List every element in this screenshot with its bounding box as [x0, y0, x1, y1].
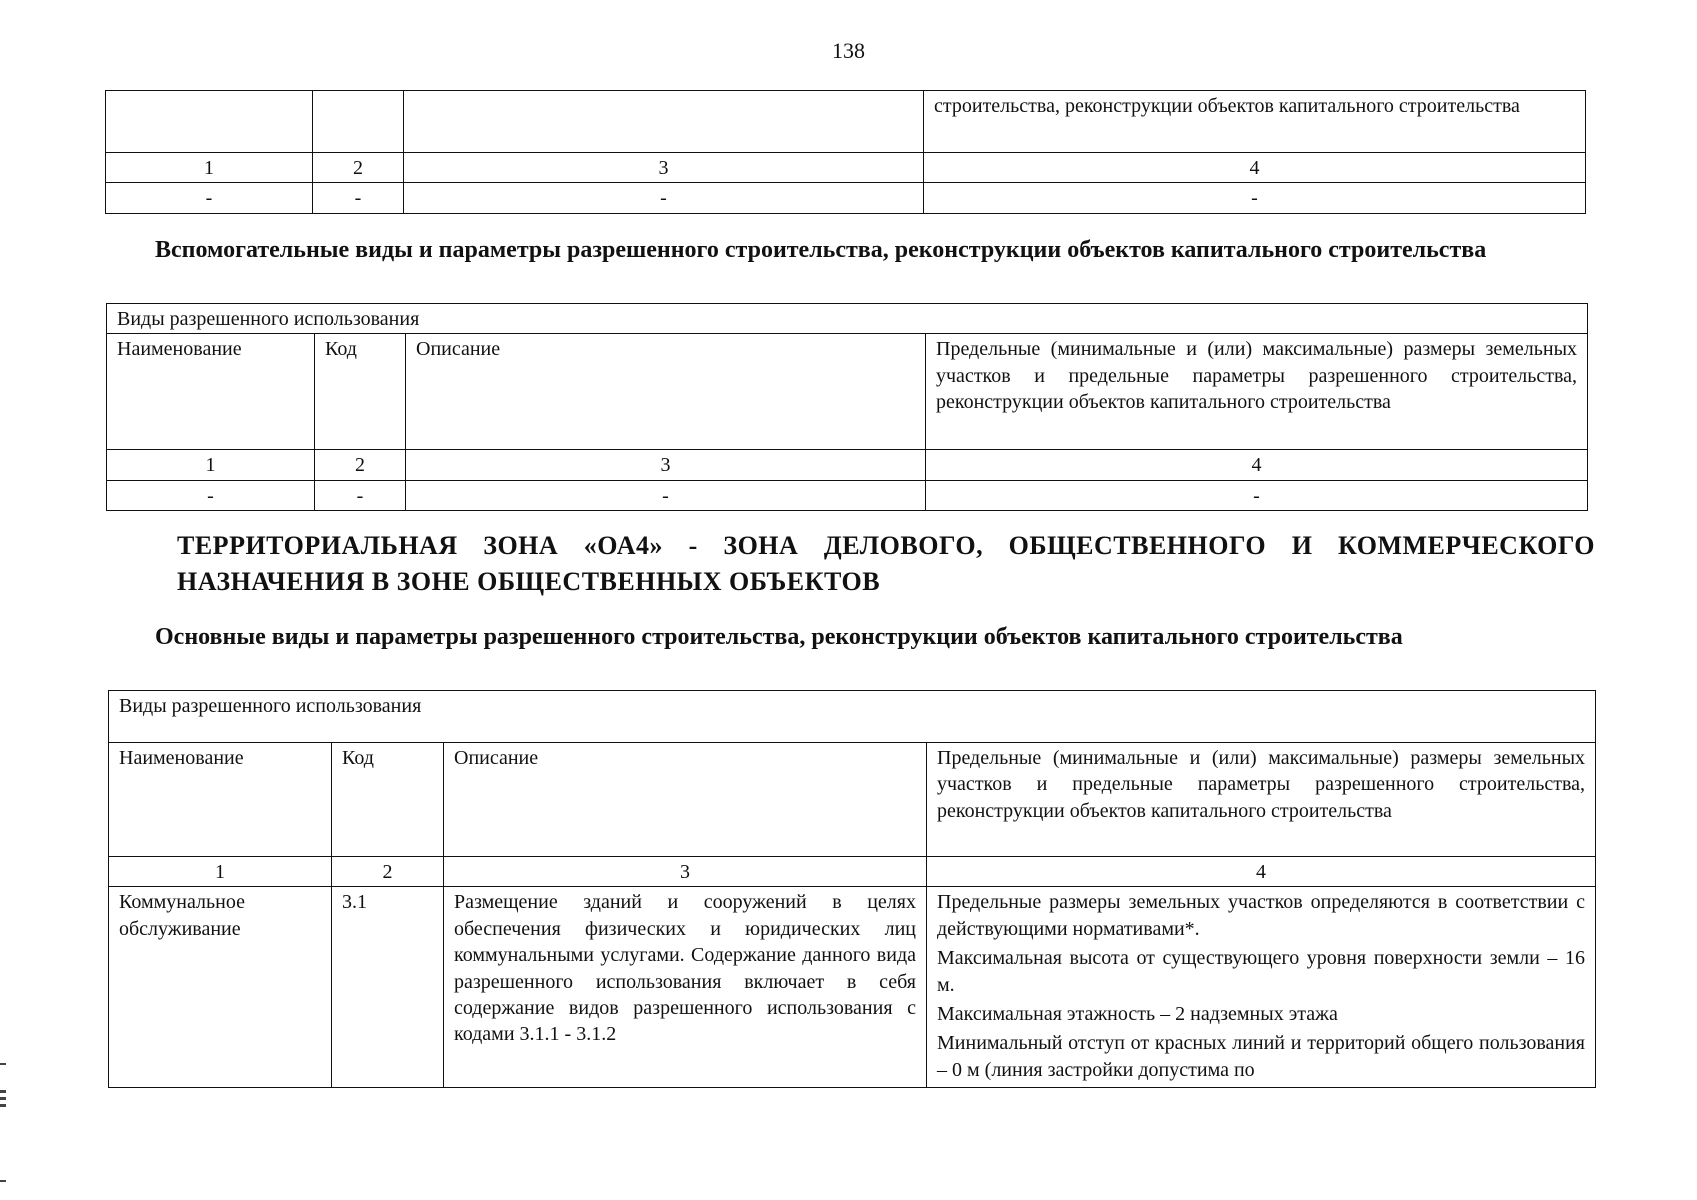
zone-heading: ТЕРРИТОРИАЛЬНАЯ ЗОНА «ОА4» - ЗОНА ДЕЛОВОГО, ОБЩЕСТВЕННОГО И КОММЕРЧЕСКОГО НАЗНАЧЕНИЯ В ЗОНЕ ОБЩЕСТВЕННЫХ ОБЪЕКТОВ [177, 531, 1595, 597]
table-auxiliary [106, 303, 1588, 511]
scan-margin-mark [0, 1097, 6, 1100]
cell-continued-params: строительства, реконструкции объектов капитального строительства [924, 91, 1586, 153]
column-number: 2 [332, 857, 444, 887]
group-header: Виды разрешенного использования [109, 691, 1596, 743]
param-line: Максимальная этажность – 2 надземных этажа [937, 1002, 1338, 1025]
column-number: 2 [313, 153, 404, 183]
header-description: Описание [444, 743, 927, 857]
column-number: 4 [926, 450, 1588, 480]
param-line: Предельные размеры земельных участков определяются в соответствии с действующими нормативами*. [937, 891, 1586, 940]
column-number: 1 [107, 450, 315, 480]
group-header: Виды разрешенного использования [107, 304, 1588, 334]
section-heading-main: Основные виды и параметры разрешенного строительства, реконструкции объектов капитального строительства [155, 624, 1403, 650]
param-line: Максимальная высота от существующего уровня поверхности земли – 16 м. [937, 947, 1586, 996]
header-code: Код [332, 743, 444, 857]
cell-dash: - [107, 480, 315, 510]
table-row-params [927, 887, 1596, 1088]
cell-dash: - [313, 183, 404, 213]
column-number: 3 [406, 450, 926, 480]
cell-dash: - [106, 183, 313, 213]
table-row-description: Размещение зданий и сооружений в целях обеспечения физических и юридических лиц коммунальными услугами. Содержание данного вида разрешенного использования включает в себя содержание видов разрешенного использования с кодами 3.1.1 - 3.1.2 [444, 887, 927, 1088]
table-top-continued [105, 90, 1586, 214]
scan-margin-mark [0, 1180, 6, 1182]
page-number: 138 [832, 38, 865, 63]
header-params: Предельные (минимальные и (или) максимальные) размеры земельных участков и предельные параметры разрешенного строительства, реконструкции объектов капитального строительства [927, 743, 1596, 857]
cell-empty [106, 91, 313, 153]
column-number: 3 [404, 153, 924, 183]
section-heading-auxiliary: Вспомогательные виды и параметры разрешенного строительства, реконструкции объектов капитального строительства [155, 237, 1487, 263]
scan-margin-mark [0, 1104, 6, 1107]
column-number: 2 [315, 450, 406, 480]
cell-empty [404, 91, 924, 153]
cell-dash: - [315, 480, 406, 510]
column-number: 1 [106, 153, 313, 183]
param-line: Минимальный отступ от красных линий и территорий общего пользования – 0 м (линия застройки допустима по [937, 1032, 1586, 1081]
header-name: Наименование [109, 743, 332, 857]
scan-margin-mark [0, 1063, 6, 1065]
header-params: Предельные (минимальные и (или) максимальные) размеры земельных участков и предельные параметры разрешенного строительства, реконструкции объектов капитального строительства [926, 334, 1588, 450]
cell-dash: - [926, 480, 1588, 510]
column-number: 4 [927, 857, 1596, 887]
column-number: 4 [924, 153, 1586, 183]
header-name: Наименование [107, 334, 315, 450]
cell-dash: - [406, 480, 926, 510]
table-main [108, 690, 1596, 1088]
header-code: Код [315, 334, 406, 450]
column-number: 1 [109, 857, 332, 887]
header-description: Описание [406, 334, 926, 450]
table-row-name: Коммунальное обслуживание [109, 887, 332, 1088]
cell-empty [313, 91, 404, 153]
cell-dash: - [404, 183, 924, 213]
table-row-code: 3.1 [332, 887, 444, 1088]
cell-dash: - [924, 183, 1586, 213]
scan-margin-mark [0, 1090, 6, 1093]
column-number: 3 [444, 857, 927, 887]
